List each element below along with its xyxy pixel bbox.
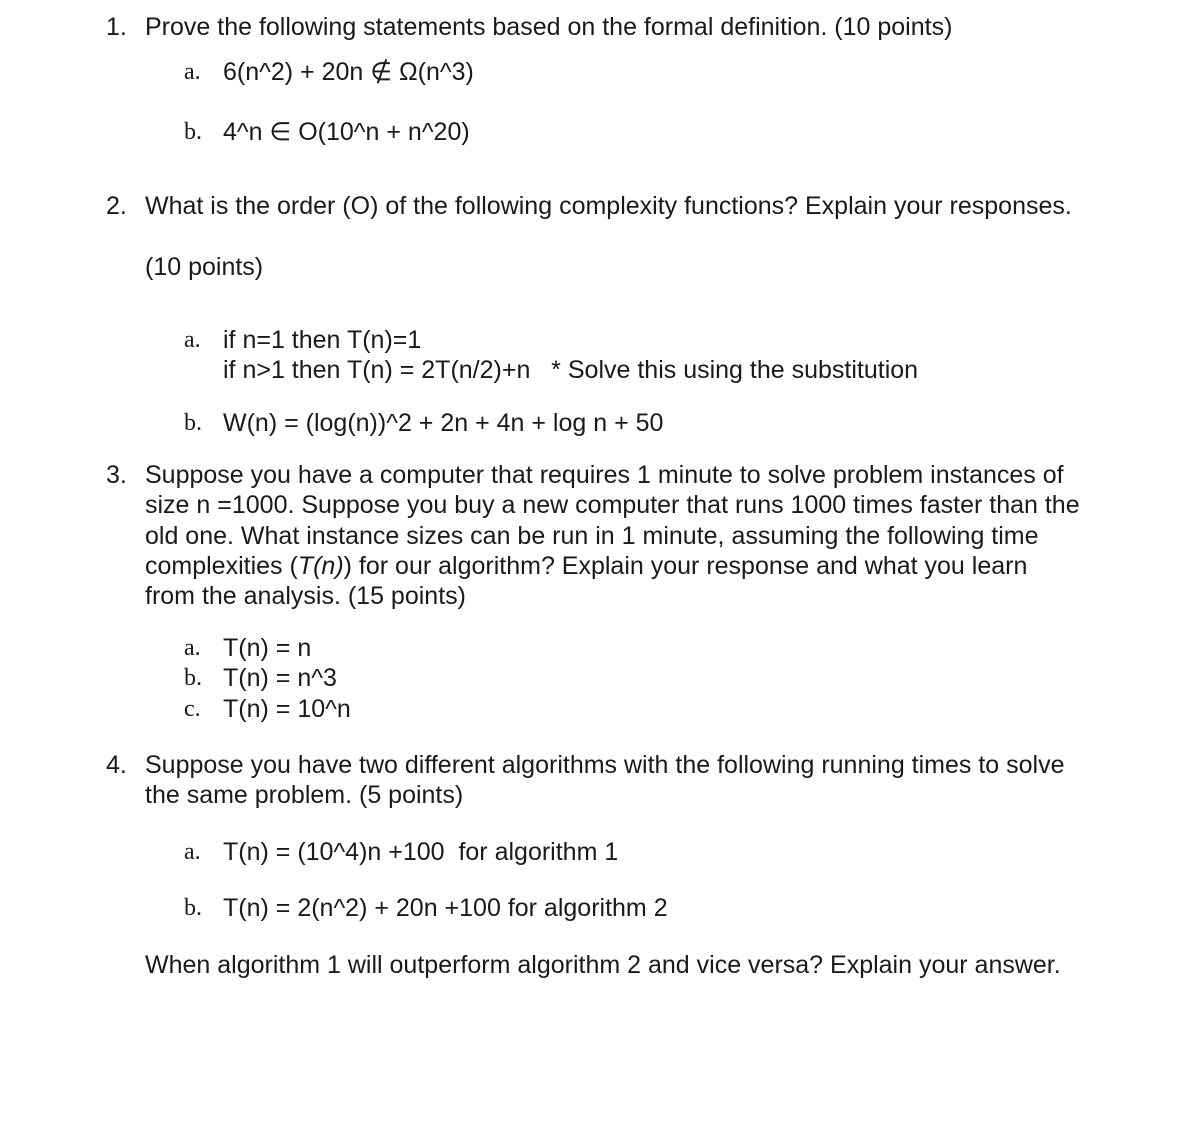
- q1-text: Prove the following statements based on the formal definition. (10 points): [145, 13, 953, 41]
- q1a-text: 6(n^2) + 20n ∉ Ω(n^3): [223, 58, 474, 86]
- q3-number: 3.: [106, 461, 127, 489]
- q2-points: (10 points): [145, 253, 264, 281]
- q4-line1: Suppose you have two different algorithms with the following running times to solve: [145, 751, 1065, 779]
- q2a-line2: if n>1 then T(n) = 2T(n/2)+n * Solve this using the substitution: [223, 356, 919, 384]
- q4-number: 4.: [106, 751, 127, 779]
- q4a-text: T(n) = (10^4)n +100 for algorithm 1: [223, 838, 619, 866]
- q4b-letter: b.: [184, 895, 202, 921]
- q2a-line1: if n=1 then T(n)=1: [223, 326, 422, 354]
- q3a-letter: a.: [184, 635, 201, 661]
- q4b-text: T(n) = 2(n^2) + 20n +100 for algorithm 2: [223, 894, 668, 922]
- q2-number: 2.: [106, 192, 127, 220]
- q2a-letter: a.: [184, 327, 201, 353]
- q3-line2: size n =1000. Suppose you buy a new computer that runs 1000 times faster than the: [145, 491, 1080, 519]
- q3-line3: old one. What instance sizes can be run in 1 minute, assuming the following time: [145, 522, 1039, 550]
- q3a-text: T(n) = n: [223, 634, 312, 662]
- q1b-letter: b.: [184, 119, 202, 145]
- q3c-letter: c.: [184, 696, 201, 722]
- q3b-text: T(n) = n^3: [223, 664, 337, 692]
- q3-line4-post: ) for our algorithm? Explain your response and what you learn: [343, 552, 1028, 580]
- q4-closing: When algorithm 1 will outperform algorithm 2 and vice versa? Explain your answer.: [145, 951, 1061, 979]
- q2b-letter: b.: [184, 410, 202, 436]
- q3-line1: Suppose you have a computer that requires 1 minute to solve problem instances of: [145, 461, 1064, 489]
- q4-line2: the same problem. (5 points): [145, 781, 464, 809]
- q1b-text: 4^n ∈ O(10^n + n^20): [223, 118, 470, 146]
- q3-line4-pre: complexities (: [145, 552, 298, 580]
- q3-line4: [145, 551, 1027, 581]
- q2-text: What is the order (O) of the following complexity functions? Explain your responses.: [145, 192, 1072, 220]
- q1-number: 1.: [106, 13, 127, 41]
- q3c-text: T(n) = 10^n: [223, 695, 351, 723]
- q3-line4-italic: T(n): [297, 552, 344, 580]
- q3b-letter: b.: [184, 665, 202, 691]
- q1a-letter: a.: [184, 59, 201, 85]
- q4a-letter: a.: [184, 839, 201, 865]
- q2b-text: W(n) = (log(n))^2 + 2n + 4n + log n + 50: [223, 409, 664, 437]
- q3-line5: from the analysis. (15 points): [145, 582, 466, 610]
